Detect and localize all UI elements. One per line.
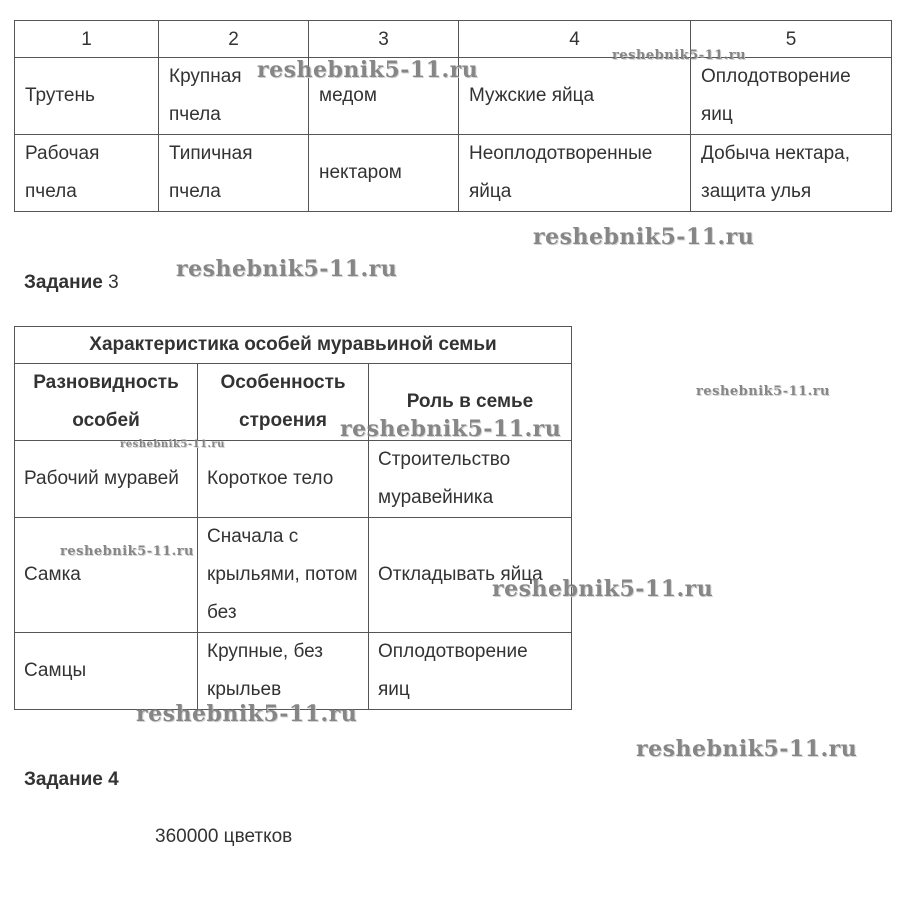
table-cell: Строительство муравейника xyxy=(369,441,572,518)
table-cell: медом xyxy=(309,58,459,135)
watermark: reshebnik5-11.ru xyxy=(136,701,358,727)
table-cell: Сначала с крыльями, потом без xyxy=(198,518,369,633)
task-label: Задание xyxy=(24,272,103,293)
table-cell: Типичная пчела xyxy=(159,135,309,212)
watermark: reshebnik5-11.ru xyxy=(340,416,562,442)
watermark: reshebnik5-11.ru xyxy=(636,736,858,762)
column-header: 5 xyxy=(691,21,892,58)
ant-family-table xyxy=(14,326,572,710)
column-header: 4 xyxy=(459,21,691,58)
table-cell: Оплодотворение яиц xyxy=(691,58,892,135)
watermark: reshebnik5-11.ru xyxy=(257,57,479,83)
table-cell: нектаром xyxy=(309,135,459,212)
column-header: Разновидность особей xyxy=(15,364,198,441)
table-row xyxy=(15,58,892,135)
watermark: reshebnik5-11.ru xyxy=(612,48,747,63)
column-header: 2 xyxy=(159,21,309,58)
column-header: 3 xyxy=(309,21,459,58)
task-4-answer: 360000 цветков xyxy=(155,826,293,847)
column-header: Роль в семье xyxy=(369,364,572,441)
table-cell: Откладывать яйца xyxy=(369,518,572,633)
watermark: reshebnik5-11.ru xyxy=(492,576,714,602)
table-cell: Неоплодотворенные яйца xyxy=(459,135,691,212)
bee-caste-table xyxy=(14,20,892,212)
task-4-heading: Задание 4 xyxy=(24,769,119,790)
watermark: reshebnik5-11.ru xyxy=(60,544,195,559)
watermark: reshebnik5-11.ru xyxy=(176,256,398,282)
table-row xyxy=(15,135,892,212)
table-header-row xyxy=(15,21,892,58)
table-cell: Крупная пчела xyxy=(159,58,309,135)
table-title: Характеристика особей муравьиной семьи xyxy=(15,327,572,364)
table-header-row xyxy=(15,364,572,441)
table-cell: Мужские яйца xyxy=(459,58,691,135)
table-cell: Трутень xyxy=(15,58,159,135)
table-row xyxy=(15,518,572,633)
table-cell: Самка xyxy=(15,518,198,633)
table-cell: Оплодотворение яиц xyxy=(369,633,572,710)
table-cell: Самцы xyxy=(15,633,198,710)
column-header: 1 xyxy=(15,21,159,58)
table-cell: Добыча нектара, защита улья xyxy=(691,135,892,212)
task-3-heading xyxy=(24,272,119,294)
table-cell: Крупные, без крыльев xyxy=(198,633,369,710)
table-row xyxy=(15,633,572,710)
table-title-row xyxy=(15,327,572,364)
watermark: reshebnik5-11.ru xyxy=(696,384,831,399)
watermark: reshebnik5-11.ru xyxy=(533,224,755,250)
task-number: 3 xyxy=(108,272,119,293)
table-cell: Рабочая пчела xyxy=(15,135,159,212)
watermark: reshebnik5-11.ru xyxy=(120,439,225,450)
column-header: Особенность строения xyxy=(198,364,369,441)
table-cell: Рабочий муравей xyxy=(15,441,198,518)
table-cell: Короткое тело xyxy=(198,441,369,518)
table-row xyxy=(15,441,572,518)
